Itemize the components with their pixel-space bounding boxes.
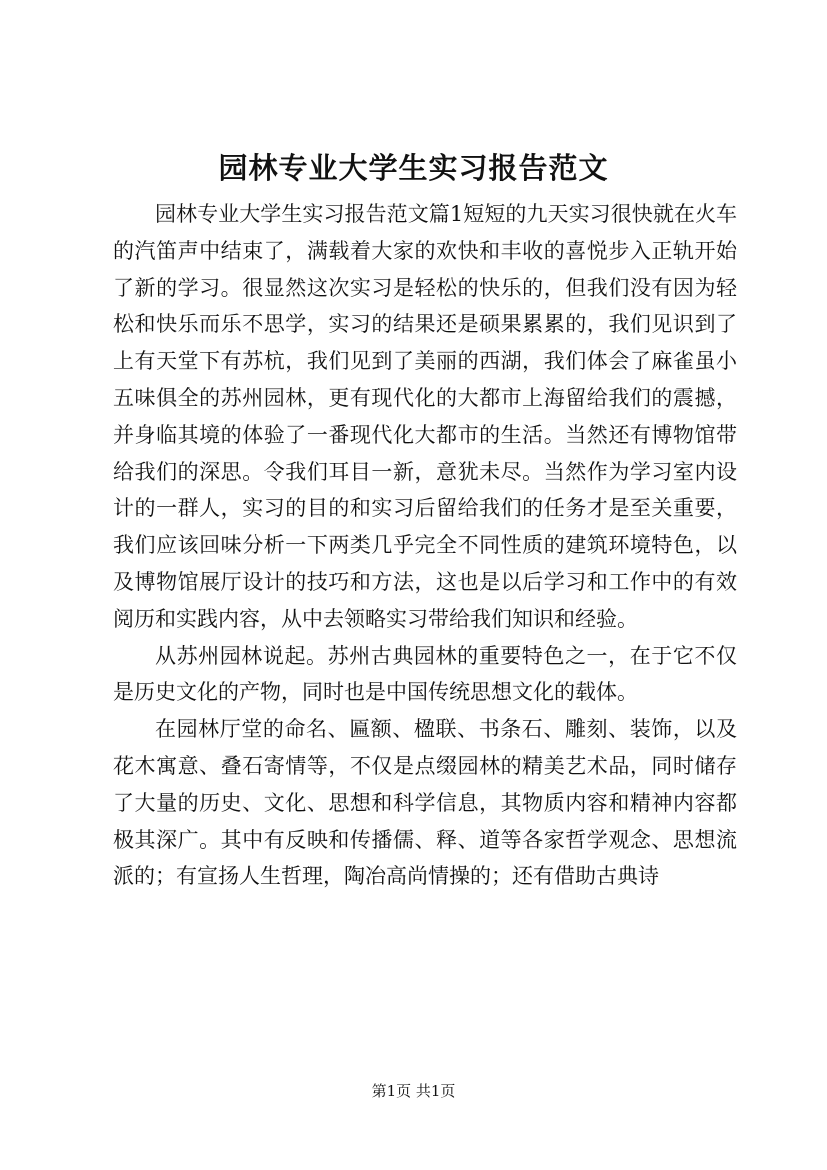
paragraph-3: 在园林厅堂的命名、匾额、楹联、书条石、雕刻、装饰，以及花木寓意、叠石寄情等，不仅是点缀园林的精美艺术品，同时储存了大量的历史、文化、思想和科学信息，其物质内容和精神内容都极其深广。其中有反映和传播儒、释、道等各家哲学观念、思想流派的；有宣扬人生哲理，陶冶高尚情操的；还有借助古典诗 [113,717,737,889]
document-title: 园林专业大学生实习报告范文 [218,151,609,185]
paragraph-1: 园林专业大学生实习报告范文篇1短短的九天实习很快就在火车的汽笛声中结束了，满载着大家的欢快和丰收的喜悦步入正轨开始了新的学习。很显然这次实习是轻松的快乐的，但我们没有因为轻松和快乐而乐不思学，实习的结果还是硕果累累的，我们见识到了上有天堂下有苏杭，我们见到了美丽的西湖，我们体会了麻雀虽小五味俱全的苏州园林，更有现代化的大都市上海留给我们的震撼，并身临其境的体验了一番现代化大都市的生活。当然还有博物馆带给我们的深思。令我们耳目一新，意犹未尽。当然作为学习室内设计的一群人，实习的目的和实习后留给我们的任务才是至关重要，我们应该回味分析一下两类几乎完全不同性质的建筑环境特色，以及博物馆展厅设计的技巧和方法，这也是以后学习和工作中的有效阅历和实践内容，从中去领略实习带给我们知识和经验。 [113,202,737,631]
page-footer: 第1页 共1页 [371,1082,456,1100]
document-body [113,196,737,895]
paragraph-2: 从苏州园林说起。苏州古典园林的重要特色之一，在于它不仅是历史文化的产物，同时也是中国传统思想文化的载体。 [113,643,737,705]
